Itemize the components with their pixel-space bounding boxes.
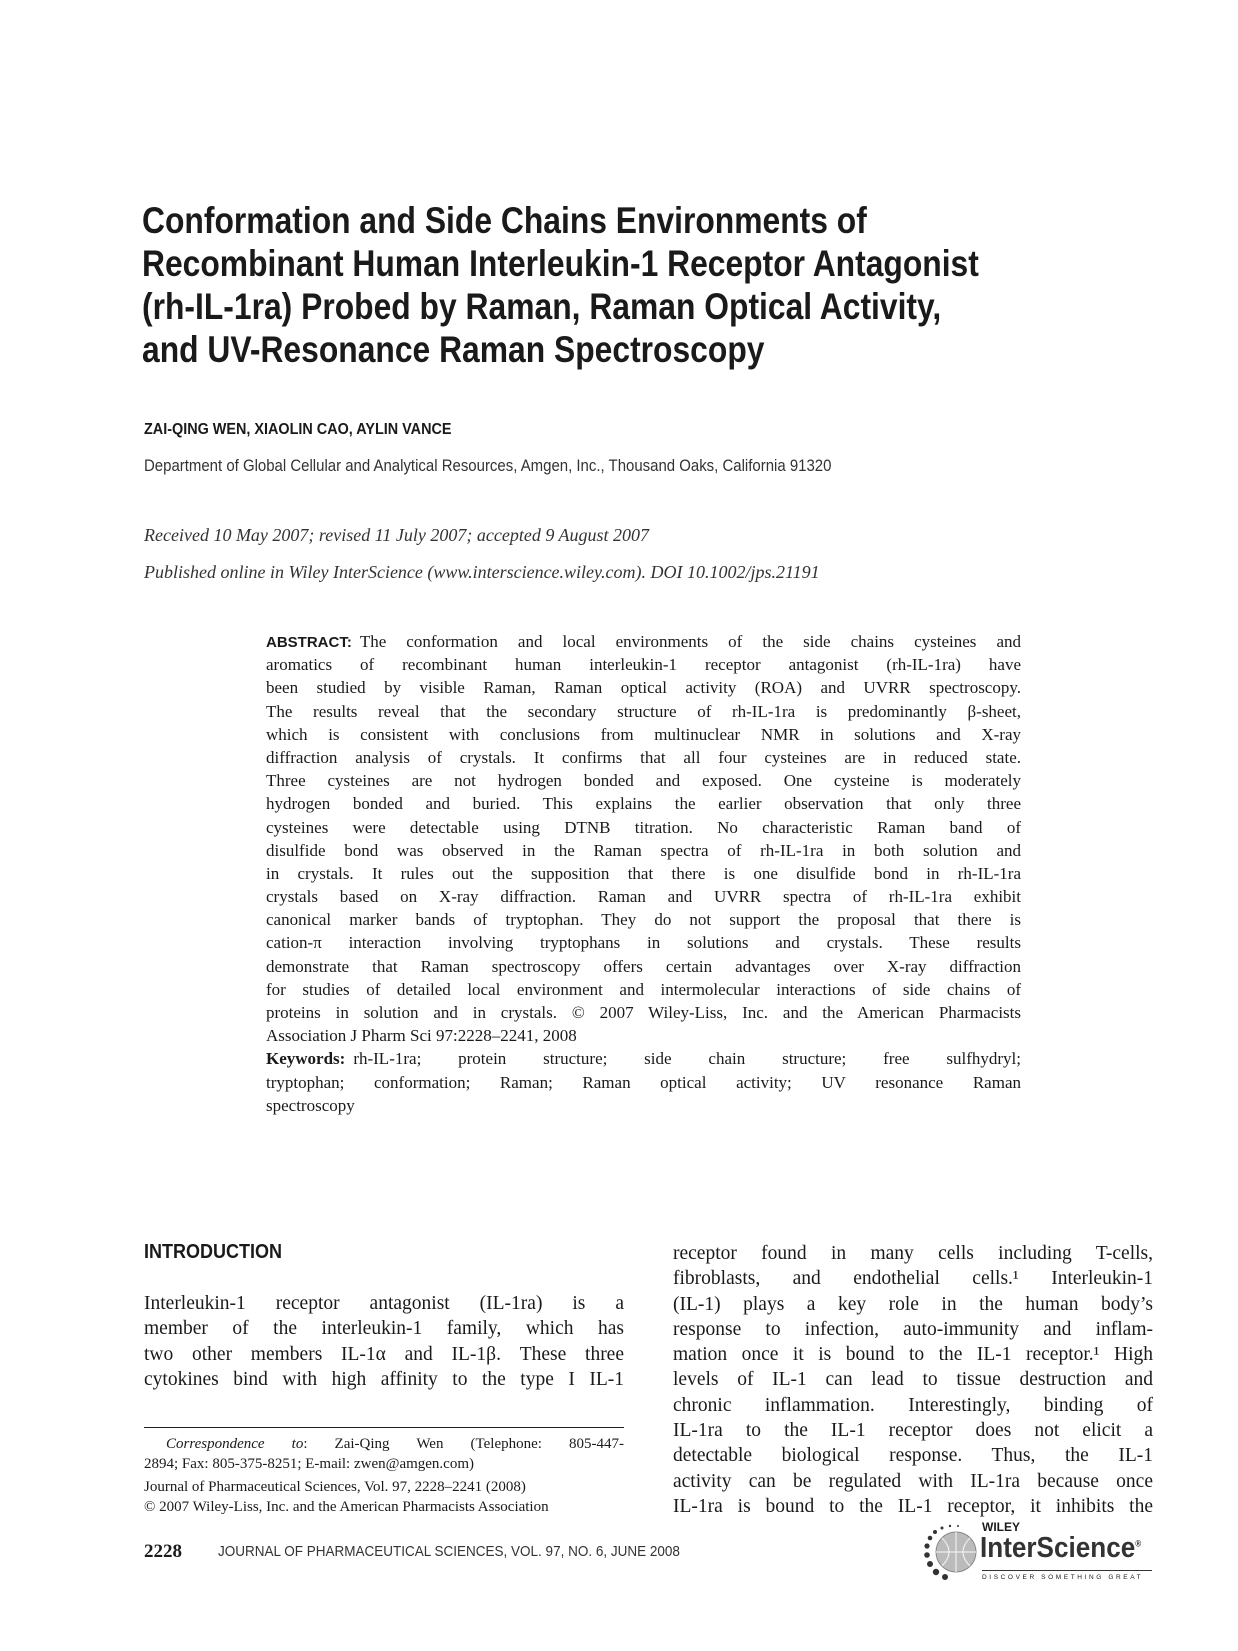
body-text-line: receptor found in many cells including T-cells, [673,1243,1153,1264]
abstract-line: in crystals. It rules out the supposition that there is one disulfide bond in rh-IL-1ra [266,863,1021,883]
abstract-line: for studies of detailed local environment and intermolecular interactions of side chains of [266,979,1021,999]
correspondence-footnote [144,1435,624,1474]
abstract-line: Association J Pharm Sci 97:2228–2241, 2008 [266,1026,577,1046]
affiliation: Department of Global Cellular and Analytical Resources, Amgen, Inc., Thousand Oaks, California 91320 [144,456,832,475]
body-text-line: chronic inflammation. Interestingly, binding of [673,1394,1153,1416]
wiley-wordmark: WILEY [982,1520,1020,1534]
wiley-interscience-logo [920,1518,1155,1588]
footnote-text: : Zai-Qing Wen (Telephone: 805-447- [303,1436,624,1452]
abstract-line: The results reveal that the secondary structure of rh-IL-1ra is predominantly β-sheet, [266,701,1021,721]
abstract-line [266,630,1021,653]
intro-left-column [144,1291,624,1392]
title-line: (rh-IL-1ra) Probed by Raman, Raman Optical Activity, [142,286,942,327]
keywords-line: tryptophan; conformation; Raman; Raman optical activity; UV resonance Raman [266,1072,1021,1092]
abstract-line: disulfide bond was observed in the Raman spectra of rh-IL-1ra in both solution and [266,840,1021,860]
abstract-text: The conformation and local environments of the side chains cysteines and [359,632,1021,651]
footnote-line: 2894; Fax: 805-375-8251; E-mail: zwen@amgen.com) [144,1455,474,1472]
abstract-line: diffraction analysis of crystals. It confirms that all four cysteines are in reduced state. [266,747,1021,767]
keywords-line [266,1047,1021,1070]
running-footer: JOURNAL OF PHARMACEUTICAL SCIENCES, VOL. 97, NO. 6, JUNE 2008 [218,1543,680,1560]
abstract-line: proteins in solution and in crystals. © 2007 Wiley-Liss, Inc. and the American Pharmacists [266,1003,1021,1022]
abstract [266,630,1021,1117]
registered-mark: ® [1135,1538,1142,1549]
journal-citation: Journal of Pharmaceutical Sciences, Vol. 97, 2228–2241 (2008) [144,1479,526,1495]
abstract-line: which is consistent with conclusions from multinuclear NMR in solutions and X-ray [266,724,1021,744]
title-line: Conformation and Side Chains Environments of [142,200,867,241]
authors: ZAI-QING WEN, XIAOLIN CAO, AYLIN VANCE [144,421,452,438]
brand-text: InterScience [980,1532,1136,1564]
interscience-wordmark [980,1532,1141,1565]
received-dates: Received 10 May 2007; revised 11 July 2007; accepted 9 August 2007 [144,525,650,545]
footnote-divider [144,1427,624,1428]
body-text-line: levels of IL-1 can lead to tissue destruction and [673,1369,1153,1391]
correspondence-label: Correspondence to [166,1436,304,1452]
body-text-line: mation once it is bound to the IL-1 receptor.¹ High [673,1344,1153,1366]
logo-rule [982,1570,1152,1571]
body-text-line: fibroblasts, and endothelial cells.¹ Interleukin-1 [673,1268,1153,1290]
body-text-line: detectable biological response. Thus, the IL-1 [673,1445,1153,1467]
abstract-line: cation-π interaction involving tryptophans in solutions and crystals. These results [266,933,1021,953]
body-text-line: activity can be regulated with IL-1ra because once [673,1470,1153,1492]
paper-title [142,199,1142,371]
copyright-line: © 2007 Wiley-Liss, Inc. and the American Pharmacists Association [144,1498,549,1515]
body-text-line: Interleukin-1 receptor antagonist (IL-1ra) is a [144,1293,624,1314]
keywords-label: Keywords: [266,1049,346,1069]
section-heading-introduction: INTRODUCTION [144,1241,282,1263]
footnote-line [144,1435,624,1455]
abstract-label: ABSTRACT: [266,634,352,651]
logo-tagline: DISCOVER SOMETHING GREAT [982,1574,1144,1581]
abstract-line: been studied by visible Raman, Raman optical activity (ROA) and UVRR spectroscopy. [266,678,1021,698]
published-online: Published online in Wiley InterScience (www.interscience.wiley.com). DOI 10.1002/jps.21191 [144,562,820,582]
body-text-line: member of the interleukin-1 family, which has [144,1318,624,1340]
body-text-line: IL-1ra to the IL-1 receptor does not elicit a [673,1420,1153,1442]
intro-right-column [673,1241,1153,1519]
abstract-line: canonical marker bands of tryptophan. They do not support the proposal that there is [266,910,1021,930]
body-text-line: response to infection, auto-immunity and inflam- [673,1318,1153,1340]
keywords-line: spectroscopy [266,1095,355,1115]
title-line: Recombinant Human Interleukin-1 Receptor Antagonist [142,243,979,284]
keywords-text: rh-IL-1ra; protein structure; side chain structure; free sulfhydryl; [353,1049,1021,1069]
abstract-line: aromatics of recombinant human interleukin-1 receptor antagonist (rh-IL-1ra) have [266,655,1021,675]
abstract-line: crystals based on X-ray diffraction. Raman and UVRR spectra of rh-IL-1ra exhibit [266,887,1021,907]
page-number: 2228 [144,1541,182,1562]
journal-footnote [144,1478,624,1517]
body-text-line: IL-1ra is bound to the IL-1 receptor, it inhibits the [673,1495,1153,1517]
abstract-line: demonstrate that Raman spectroscopy offers certain advantages over X-ray diffraction [266,956,1021,976]
title-line: and UV-Resonance Raman Spectroscopy [142,329,765,370]
body-text-line: two other members IL-1α and IL-1β. These three [144,1343,624,1365]
body-text-line: cytokines bind with high affinity to the type I IL-1 [144,1368,624,1390]
body-text-line: (IL-1) plays a key role in the human body’s [673,1293,1153,1315]
abstract-line: Three cysteines are not hydrogen bonded and exposed. One cysteine is moderately [266,771,1021,791]
abstract-line: cysteines were detectable using DTNB titration. No characteristic Raman band of [266,817,1021,837]
abstract-line: hydrogen bonded and buried. This explains the earlier observation that only three [266,794,1021,814]
